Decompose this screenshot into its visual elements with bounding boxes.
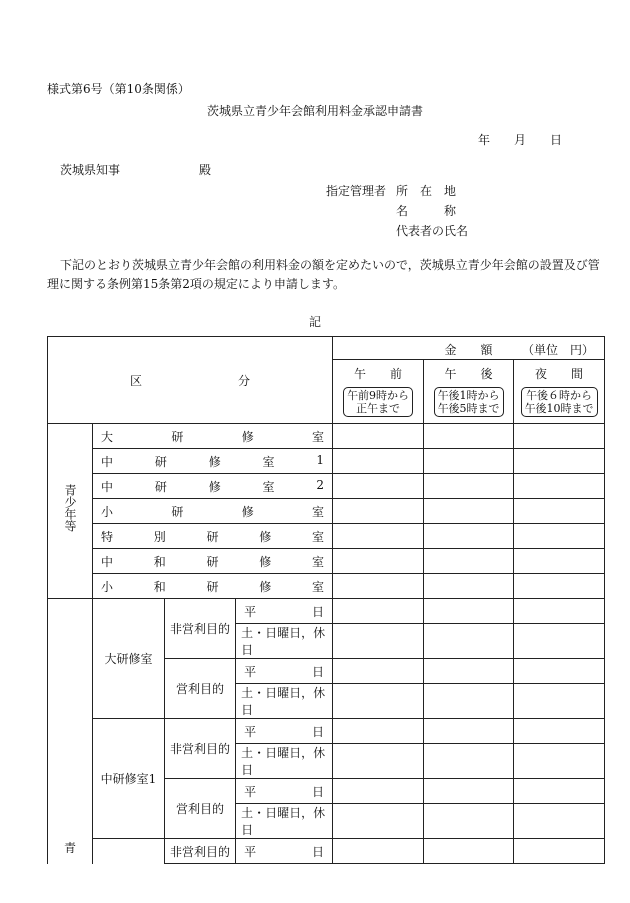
fee-cell bbox=[424, 839, 514, 864]
group-youth-label bbox=[48, 424, 93, 599]
label-char: 平 bbox=[244, 724, 257, 739]
table-row bbox=[93, 474, 333, 499]
column-night-note2: 午後10時まで bbox=[524, 401, 594, 415]
table-row bbox=[93, 574, 333, 599]
day-label bbox=[241, 843, 327, 860]
fee-cell bbox=[514, 779, 605, 804]
fee-cell bbox=[514, 549, 605, 574]
fee-cell bbox=[424, 804, 514, 839]
column-night bbox=[514, 360, 605, 424]
fee-cell bbox=[424, 744, 514, 779]
label-char: 日 bbox=[312, 844, 325, 859]
day-type: 土・日曜日，休日 bbox=[236, 624, 333, 659]
label-char: 室 bbox=[312, 429, 325, 444]
fee-cell bbox=[514, 719, 605, 744]
label-char: 目 bbox=[200, 682, 213, 696]
day-type: 土・日曜日，休日 bbox=[236, 744, 333, 779]
fee-cell bbox=[424, 719, 514, 744]
label-char: 利 bbox=[188, 802, 201, 816]
label-char: 別 bbox=[153, 529, 166, 544]
label-char: 研 bbox=[206, 529, 219, 544]
label-char: 研 bbox=[171, 504, 184, 519]
fee-cell bbox=[333, 659, 424, 684]
day-label bbox=[241, 723, 327, 740]
fee-cell bbox=[514, 524, 605, 549]
purpose-label bbox=[170, 800, 230, 817]
label-char: 室 bbox=[262, 479, 275, 494]
label-char: 日 bbox=[312, 784, 325, 799]
date-year: 年 bbox=[478, 133, 491, 147]
label-char: 平 bbox=[244, 844, 257, 859]
table-row bbox=[93, 524, 333, 549]
fee-cell bbox=[424, 474, 514, 499]
day-label bbox=[241, 603, 327, 620]
kubun-header: 区 分 bbox=[48, 337, 333, 424]
applicant-name-label: 名 称 bbox=[396, 204, 457, 218]
label-char: 和 bbox=[153, 554, 166, 569]
label-char: 室 bbox=[262, 454, 275, 469]
table-row bbox=[93, 449, 333, 474]
fee-cell bbox=[514, 574, 605, 599]
column-morning bbox=[333, 360, 424, 424]
day-label bbox=[241, 663, 327, 680]
column-morning-note1: 午前9時から bbox=[347, 388, 410, 402]
column-night-label: 夜 間 bbox=[535, 366, 584, 381]
addressee-honorific: 殿 bbox=[199, 163, 212, 177]
purpose-profit bbox=[165, 659, 236, 719]
column-morning-note2: 正午まで bbox=[356, 401, 401, 415]
addressee-name: 茨城県知事 bbox=[60, 163, 121, 177]
applicant-rep-label: 代表者の氏名 bbox=[396, 224, 469, 238]
label-char: 利 bbox=[188, 682, 201, 696]
day-type bbox=[236, 719, 333, 744]
fee-cell bbox=[333, 549, 424, 574]
amount-header bbox=[333, 337, 605, 360]
day-label bbox=[241, 783, 327, 800]
fee-cell bbox=[514, 659, 605, 684]
day-type bbox=[236, 659, 333, 684]
label-char: 修 bbox=[259, 554, 272, 569]
fee-cell bbox=[333, 684, 424, 719]
label-char: 和 bbox=[153, 579, 166, 594]
fee-cell bbox=[514, 624, 605, 659]
fee-cell bbox=[514, 499, 605, 524]
label-char: 小 bbox=[101, 579, 114, 594]
fee-cell bbox=[333, 424, 424, 449]
fee-cell bbox=[514, 839, 605, 864]
label-char: 2 bbox=[316, 477, 325, 492]
table-row bbox=[93, 424, 333, 449]
day-type bbox=[236, 599, 333, 624]
fee-cell bbox=[424, 574, 514, 599]
fee-cell bbox=[424, 499, 514, 524]
date-month: 月 bbox=[514, 133, 527, 147]
fee-cell bbox=[514, 744, 605, 779]
label-char: 修 bbox=[208, 454, 221, 469]
fee-cell bbox=[333, 574, 424, 599]
applicant-role: 指定管理者 bbox=[326, 184, 387, 198]
label-char: 営 bbox=[176, 802, 189, 816]
group-youth-text: 青少年等 bbox=[63, 483, 77, 532]
label-char: 的 bbox=[212, 682, 225, 696]
table-row bbox=[93, 499, 333, 524]
fee-cell bbox=[333, 449, 424, 474]
room-cut-off bbox=[93, 839, 165, 864]
fee-cell bbox=[514, 474, 605, 499]
purpose-nonprofit: 非営利目的 bbox=[165, 599, 236, 659]
fee-cell bbox=[514, 684, 605, 719]
fee-cell bbox=[333, 624, 424, 659]
room-label bbox=[98, 578, 327, 595]
form-number: 様式第6号（第10条関係） bbox=[47, 82, 190, 96]
purpose-nonprofit: 非営利目的 bbox=[165, 719, 236, 779]
fee-cell bbox=[333, 804, 424, 839]
column-morning-label: 午 前 bbox=[354, 366, 403, 381]
label-char: 室 bbox=[312, 504, 325, 519]
applicant-address-label: 所 在 地 bbox=[396, 184, 457, 198]
fee-table bbox=[47, 336, 605, 864]
fee-cell bbox=[424, 659, 514, 684]
label-char: 中 bbox=[101, 554, 114, 569]
day-type: 土・日曜日，休日 bbox=[236, 804, 333, 839]
body-line-2: 理に関する条例第15条第2項の規定により申請します。 bbox=[47, 277, 345, 291]
date-day: 日 bbox=[550, 133, 563, 147]
label-char: 日 bbox=[312, 724, 325, 739]
label-char: 修 bbox=[259, 529, 272, 544]
column-night-note1: 午後６時から bbox=[526, 388, 593, 402]
amount-label: 金 額 bbox=[444, 343, 493, 357]
label-char: 日 bbox=[312, 604, 325, 619]
ki-label: 記 bbox=[308, 315, 321, 329]
column-night-time bbox=[521, 387, 598, 417]
fee-cell bbox=[424, 624, 514, 659]
fee-cell bbox=[424, 599, 514, 624]
label-char: 中 bbox=[101, 454, 114, 469]
label-char: 修 bbox=[241, 504, 254, 519]
label-char: 目 bbox=[200, 802, 213, 816]
label-char: 営 bbox=[176, 682, 189, 696]
fee-cell bbox=[333, 499, 424, 524]
fee-cell bbox=[424, 549, 514, 574]
fee-cell bbox=[333, 474, 424, 499]
column-morning-time bbox=[343, 387, 413, 417]
label-char: 研 bbox=[154, 454, 167, 469]
fee-cell bbox=[424, 684, 514, 719]
column-afternoon-note1: 午後1時から bbox=[437, 388, 500, 402]
room-label bbox=[98, 478, 327, 495]
room-label bbox=[98, 553, 327, 570]
column-afternoon-note2: 午後5時まで bbox=[437, 401, 500, 415]
label-char: 1 bbox=[316, 452, 325, 467]
column-afternoon-label: 午 後 bbox=[444, 366, 493, 381]
day-type bbox=[236, 839, 333, 864]
purpose-nonprofit: 非営利目的 bbox=[165, 839, 236, 864]
label-char: 研 bbox=[206, 554, 219, 569]
fee-cell bbox=[424, 449, 514, 474]
label-char: 平 bbox=[244, 784, 257, 799]
label-char: 中 bbox=[101, 479, 114, 494]
label-char: 的 bbox=[212, 802, 225, 816]
label-char: 修 bbox=[259, 579, 272, 594]
group-general-label: 青 bbox=[48, 599, 93, 864]
fee-cell bbox=[514, 804, 605, 839]
label-char: 研 bbox=[171, 429, 184, 444]
label-char: 研 bbox=[154, 479, 167, 494]
purpose-label bbox=[170, 680, 230, 697]
fee-cell bbox=[514, 599, 605, 624]
day-type: 土・日曜日，休日 bbox=[236, 684, 333, 719]
purpose-profit bbox=[165, 779, 236, 839]
room-label bbox=[98, 428, 327, 445]
fee-cell bbox=[514, 449, 605, 474]
column-afternoon bbox=[424, 360, 514, 424]
fee-cell bbox=[333, 524, 424, 549]
fee-cell bbox=[333, 839, 424, 864]
label-char: 修 bbox=[241, 429, 254, 444]
label-char: 室 bbox=[312, 579, 325, 594]
fee-cell bbox=[424, 424, 514, 449]
body-line-1: 下記のとおり茨城県立青少年会館の利用料金の額を定めたいので，茨城県立青少年会館の設置及び管 bbox=[60, 258, 600, 272]
fee-cell bbox=[514, 424, 605, 449]
fee-cell bbox=[333, 719, 424, 744]
room-label bbox=[98, 503, 327, 520]
label-char: 日 bbox=[312, 664, 325, 679]
day-type bbox=[236, 779, 333, 804]
label-char: 室 bbox=[312, 554, 325, 569]
label-char: 小 bbox=[101, 504, 114, 519]
room-label bbox=[98, 528, 327, 545]
label-char: 特 bbox=[101, 529, 114, 544]
label-char: 平 bbox=[244, 604, 257, 619]
room-medium-1: 中研修室1 bbox=[93, 719, 165, 839]
room-label bbox=[98, 453, 327, 470]
fee-cell bbox=[424, 524, 514, 549]
unit-label: （単位 円） bbox=[522, 343, 595, 357]
label-char: 研 bbox=[206, 579, 219, 594]
fee-cell bbox=[333, 779, 424, 804]
fee-cell bbox=[333, 744, 424, 779]
label-char: 修 bbox=[208, 479, 221, 494]
label-char: 室 bbox=[312, 529, 325, 544]
table-row bbox=[93, 549, 333, 574]
fee-cell bbox=[333, 599, 424, 624]
fee-cell bbox=[424, 779, 514, 804]
room-main-hall: 大研修室 bbox=[93, 599, 165, 719]
label-char: 大 bbox=[101, 429, 114, 444]
column-afternoon-time bbox=[434, 387, 504, 417]
label-char: 平 bbox=[244, 664, 257, 679]
document-title: 茨城県立青少年会館利用料金承認申請書 bbox=[206, 104, 423, 118]
